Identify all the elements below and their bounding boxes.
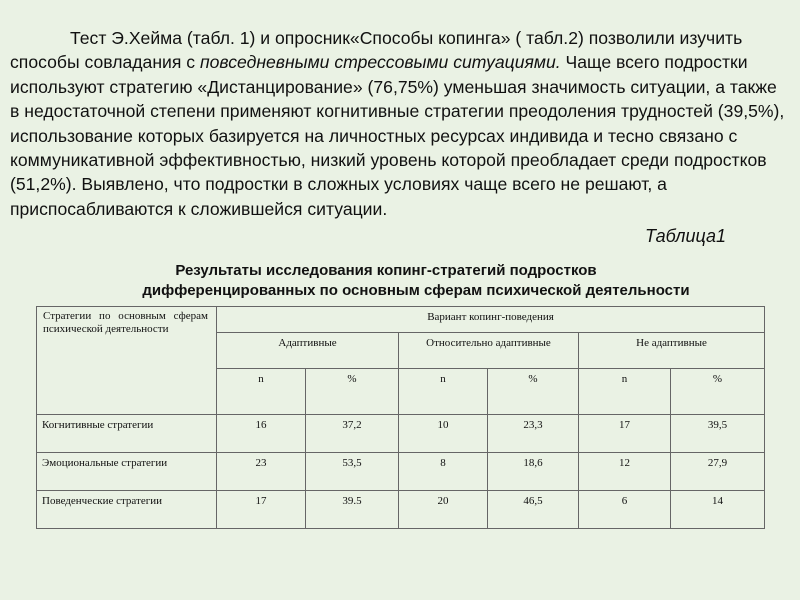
subheader-adaptive: Адаптивные (217, 333, 399, 369)
table-cell: 23 (217, 453, 306, 491)
subheader-relatively-adaptive: Относительно адаптивные (399, 333, 579, 369)
table-row (37, 491, 765, 529)
corner-header: Стратегии по основным сферам психической деятельности (37, 307, 217, 415)
row-label: Поведенческие стратегии (37, 491, 217, 529)
table-row (37, 453, 765, 491)
table-cell: 10 (399, 415, 488, 453)
table-cell: 46,5 (488, 491, 579, 529)
n-header: n (217, 369, 306, 415)
table-cell: 27,9 (671, 453, 765, 491)
pct-header: % (488, 369, 579, 415)
paragraph-text-1: Тест Э.Хейма (табл. 1) и опросник«Способы копинга» ( табл.2) позволили изучить способы совладания с (10, 28, 743, 73)
n-header: n (399, 369, 488, 415)
paragraph-text-2: Чаще всего подростки используют стратегию «Дистанцирование» (76,75%) уменьшая значимость ситуации, а также в недостаточной степени применяют когнитивные стратегии преодоления трудностей (39,5%), использование которых базируется на личностных ресурсах индивида и тесно связано с коммуникативной эффективностью, низкий уровень которой преобладает среди подростков (51,2%). Выявлено, что подростки в сложных условиях чаще всего не решают, а приспосабливаются к сложившейся ситуации. (10, 52, 785, 219)
group-header: Вариант копинг-поведения (217, 307, 765, 333)
paragraph-emphasis: повседневными стрессовыми ситуациями. (199, 52, 561, 73)
intro-paragraph (10, 26, 785, 221)
table-cell: 8 (399, 453, 488, 491)
subheader-non-adaptive: Не адаптивные (579, 333, 765, 369)
table-cell: 18,6 (488, 453, 579, 491)
table-cell: 39,5 (671, 415, 765, 453)
table-cell: 14 (671, 491, 765, 529)
table-title (36, 261, 796, 301)
table-cell: 16 (217, 415, 306, 453)
table-header-row (37, 307, 765, 333)
n-header: n (579, 369, 671, 415)
table-caption: Таблица1 (644, 226, 726, 246)
table-title-line-2: дифференцированных по основным сферам психической деятельности (142, 282, 690, 299)
row-label: Когнитивные стратегии (37, 415, 217, 453)
table-cell: 53,5 (306, 453, 399, 491)
table-title-line-1: Результаты исследования копинг-стратегий подростков (175, 262, 597, 279)
table-cell: 39.5 (306, 491, 399, 529)
table-cell: 17 (217, 491, 306, 529)
table-row (37, 415, 765, 453)
pct-header: % (306, 369, 399, 415)
table-cell: 37,2 (306, 415, 399, 453)
table-cell: 12 (579, 453, 671, 491)
table-cell: 23,3 (488, 415, 579, 453)
results-table (36, 306, 765, 529)
row-label: Эмоциональные стратегии (37, 453, 217, 491)
table-cell: 17 (579, 415, 671, 453)
table-cell: 6 (579, 491, 671, 529)
table-cell: 20 (399, 491, 488, 529)
pct-header: % (671, 369, 765, 415)
